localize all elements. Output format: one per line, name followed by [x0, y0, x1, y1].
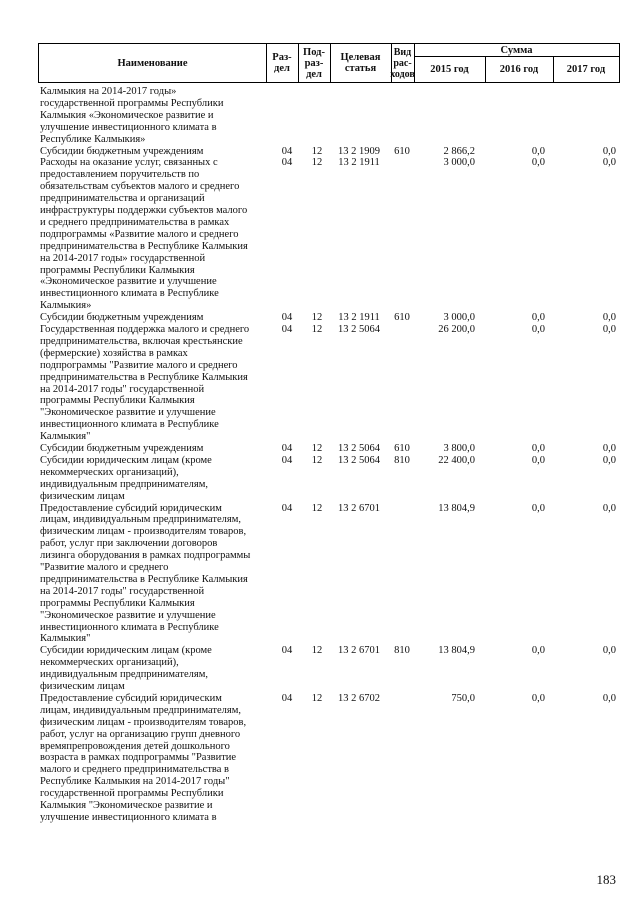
- row-name-line: лицам, индивидуальным предпринимателям,: [40, 514, 241, 526]
- row-razdel: 04: [281, 443, 293, 454]
- row-statya: 13 2 6702: [338, 692, 380, 704]
- row-name-line: Калмыкия": [40, 633, 91, 645]
- row-vid: 810: [394, 454, 410, 466]
- row-vid: 610: [394, 312, 410, 324]
- row-name-line: «Экономическое развитие и улучшение: [40, 276, 217, 288]
- row-name-line: государственной программы Республики: [40, 97, 224, 109]
- row-name-line: улучшение инвестиционного климата в: [40, 121, 217, 133]
- row-name-line: Калмыкия": [40, 431, 91, 443]
- table-header: [38, 43, 620, 83]
- row-podrazdel: 12: [311, 145, 323, 157]
- row-name-line: некоммерческих организаций),: [40, 657, 179, 669]
- row-name-line: обязательствам субъектов малого и среднего: [40, 181, 240, 193]
- row-name-line: "Экономическое развитие и улучшение: [40, 407, 216, 419]
- row-statya: 13 2 5064: [338, 454, 380, 466]
- row-name-line: Предоставление субсидий юридическим: [40, 502, 222, 514]
- row-name-line: предпринимательства в Республике Калмыкия: [40, 573, 248, 585]
- row-y2015: 22 400,0: [438, 454, 475, 466]
- header-2017: 2017 год: [566, 63, 606, 75]
- row-podrazdel: 12: [311, 454, 323, 466]
- row-name-line: инфраструктуры поддержки субъектов малого: [40, 205, 248, 217]
- row-name: [40, 693, 270, 824]
- header-podrazdel: Под- раз- дел: [303, 46, 325, 80]
- row-name-line: работ, услуг на организацию групп дневного: [40, 728, 241, 740]
- row-name: [40, 645, 270, 693]
- row-podrazdel: 12: [311, 312, 323, 324]
- row-name-line: и среднего предпринимательства в рамках: [40, 216, 230, 228]
- row-name-line: предпринимательства, включая крестьянские: [40, 335, 243, 347]
- row-name-line: Калмыкия «Экономическое развитие и: [40, 109, 214, 121]
- row-name: [40, 324, 270, 443]
- row-podrazdel: 12: [311, 324, 323, 335]
- row-razdel: 04: [281, 145, 293, 157]
- row-name-line: предпринимательства в Республике Калмыкия: [40, 240, 248, 252]
- row-name-line: инвестиционного климата в Республике: [40, 419, 219, 431]
- row-name-line: работ, услуг при заключении договоров: [40, 538, 218, 550]
- row-name-line: Субсидии бюджетным учреждениям: [40, 443, 204, 454]
- row-name-line: лицам, индивидуальным предпринимателям,: [40, 704, 241, 716]
- row-name-line: Калмыкия»: [40, 300, 92, 312]
- row-razdel: 04: [281, 157, 293, 169]
- row-razdel: 04: [281, 312, 293, 324]
- row-name-line: малого и среднего предпринимательства в: [40, 764, 229, 776]
- row-name-line: индивидуальным предпринимателям,: [40, 478, 208, 490]
- row-name-line: на 2014-2017 годы" государственной: [40, 585, 205, 597]
- row-y2015: 26 200,0: [438, 324, 475, 335]
- row-name-line: "Экономическое развитие и улучшение: [40, 609, 216, 621]
- row-name-line: лизинга оборудования в рамках подпрограммы: [40, 550, 251, 562]
- row-razdel: 04: [281, 502, 293, 514]
- row-name-line: на 2014-2017 годы» государственной: [40, 252, 206, 264]
- row-name-line: программы Республики Калмыкия: [40, 395, 195, 407]
- row-name-line: на 2014-2017 годы" государственной: [40, 383, 205, 395]
- row-y2015: 3 800,0: [443, 443, 475, 454]
- page-number: 183: [596, 872, 616, 887]
- header-2015: 2015 год: [430, 63, 469, 75]
- row-name-line: Субсидии юридическим лицам (кроме: [40, 645, 212, 657]
- row-name-line: физическим лицам - производителям товаров,: [40, 526, 247, 538]
- row-name-line: Субсидии бюджетным учреждениям: [40, 145, 204, 157]
- header-razdel: Раз- дел: [272, 52, 292, 74]
- row-statya: 13 2 5064: [338, 324, 380, 335]
- row-y2015: 750,0: [451, 692, 475, 704]
- row-y2016: 0,0: [531, 692, 545, 704]
- row-name-line: инвестиционного климата в Республике: [40, 621, 219, 633]
- row-name-line: Предоставление субсидий юридическим: [40, 692, 222, 704]
- row-name: [40, 86, 270, 146]
- row-y2017: 0,0: [602, 312, 616, 324]
- row-y2015: 13 804,9: [438, 645, 475, 657]
- row-razdel: 04: [281, 324, 293, 335]
- row-podrazdel: 12: [311, 157, 323, 169]
- row-statya: 13 2 6701: [338, 502, 380, 514]
- row-razdel: 04: [281, 454, 293, 466]
- row-name-line: "Развитие малого и среднего: [40, 562, 169, 574]
- row-name-line: физическим лицам - производителям товаров,: [40, 716, 247, 728]
- row-y2015: 13 804,9: [438, 502, 475, 514]
- row-name-line: времяпрепровождения детей дошкольного: [40, 740, 230, 752]
- row-name: [40, 443, 270, 455]
- row-y2016: 0,0: [531, 312, 545, 324]
- row-name: [40, 503, 270, 646]
- row-y2017: 0,0: [602, 502, 616, 514]
- row-y2017: 0,0: [602, 145, 616, 157]
- row-name-line: индивидуальным предпринимателям,: [40, 669, 208, 681]
- row-name-line: Республике Калмыкия на 2014-2017 годы": [40, 776, 230, 788]
- header-name: Наименование: [117, 57, 188, 69]
- row-name-line: Расходы на оказание услуг, связанных с: [40, 157, 218, 169]
- row-name-line: Республике Калмыкия»: [40, 133, 146, 145]
- row-name-line: возраста в рамках подпрограммы "Развитие: [40, 752, 237, 764]
- row-razdel: 04: [281, 645, 293, 657]
- row-y2017: 0,0: [602, 692, 616, 704]
- row-name: [40, 455, 270, 503]
- row-statya: 13 2 1909: [338, 145, 380, 157]
- row-name-line: предпринимательства в Республике Калмыкия: [40, 371, 248, 383]
- row-podrazdel: 12: [311, 443, 323, 454]
- row-podrazdel: 12: [311, 645, 323, 657]
- header-vid: Вид рас- ходов: [390, 46, 415, 80]
- row-name-line: предоставлением поручительств по: [40, 169, 200, 181]
- row-name-line: Субсидии бюджетным учреждениям: [40, 312, 204, 324]
- row-podrazdel: 12: [311, 692, 323, 704]
- row-y2017: 0,0: [602, 324, 616, 335]
- row-y2016: 0,0: [531, 443, 545, 454]
- row-y2016: 0,0: [531, 454, 545, 466]
- row-y2017: 0,0: [602, 157, 616, 169]
- row-statya: 13 2 5064: [338, 443, 380, 454]
- row-vid: 610: [394, 145, 410, 157]
- row-podrazdel: 12: [311, 502, 323, 514]
- row-name-line: программы Республики Калмыкия: [40, 264, 195, 276]
- row-vid: 610: [394, 443, 410, 454]
- row-y2016: 0,0: [531, 502, 545, 514]
- row-name-line: инвестиционного климата в Республике: [40, 288, 219, 300]
- row-y2015: 3 000,0: [443, 157, 475, 169]
- row-y2017: 0,0: [602, 454, 616, 466]
- row-name-line: подпрограммы "Развитие малого и среднего: [40, 359, 238, 371]
- row-name-line: государственной программы Республики: [40, 788, 224, 800]
- row-name-line: улучшение инвестиционного климата в: [40, 811, 217, 823]
- row-name-line: некоммерческих организаций),: [40, 466, 179, 478]
- row-name-line: Субсидии юридическим лицам (кроме: [40, 454, 212, 466]
- header-statya: Целевая статья: [340, 52, 381, 74]
- row-y2016: 0,0: [531, 645, 545, 657]
- row-y2016: 0,0: [531, 324, 545, 335]
- header-2016: 2016 год: [499, 63, 539, 75]
- row-statya: 13 2 6701: [338, 645, 380, 657]
- row-name-line: предпринимательства и организаций: [40, 193, 205, 205]
- row-name-line: программы Республики Калмыкия: [40, 597, 195, 609]
- row-name-line: физическим лицам: [40, 681, 125, 693]
- row-razdel: 04: [281, 692, 293, 704]
- row-y2016: 0,0: [531, 157, 545, 169]
- row-statya: 13 2 1911: [338, 157, 380, 169]
- row-name: [40, 146, 270, 158]
- header-summa: Сумма: [500, 44, 533, 56]
- row-y2015: 2 866,2: [443, 145, 475, 157]
- row-y2016: 0,0: [531, 145, 545, 157]
- row-y2017: 0,0: [602, 645, 616, 657]
- row-statya: 13 2 1911: [338, 312, 380, 324]
- row-vid: 810: [394, 645, 410, 657]
- row-name-line: Государственная поддержка малого и среднего: [40, 324, 250, 335]
- row-name-line: физическим лицам: [40, 490, 125, 502]
- row-name-line: Калмыкия на 2014-2017 годы»: [40, 86, 177, 97]
- row-name: [40, 157, 270, 312]
- row-y2017: 0,0: [602, 443, 616, 454]
- row-name-line: Калмыкия "Экономическое развитие и: [40, 800, 213, 812]
- row-name-line: (фермерские) хозяйства в рамках: [40, 347, 188, 359]
- row-name-line: подпрограммы «Развитие малого и среднего: [40, 228, 239, 240]
- row-name: [40, 312, 270, 324]
- row-y2015: 3 000,0: [443, 312, 475, 324]
